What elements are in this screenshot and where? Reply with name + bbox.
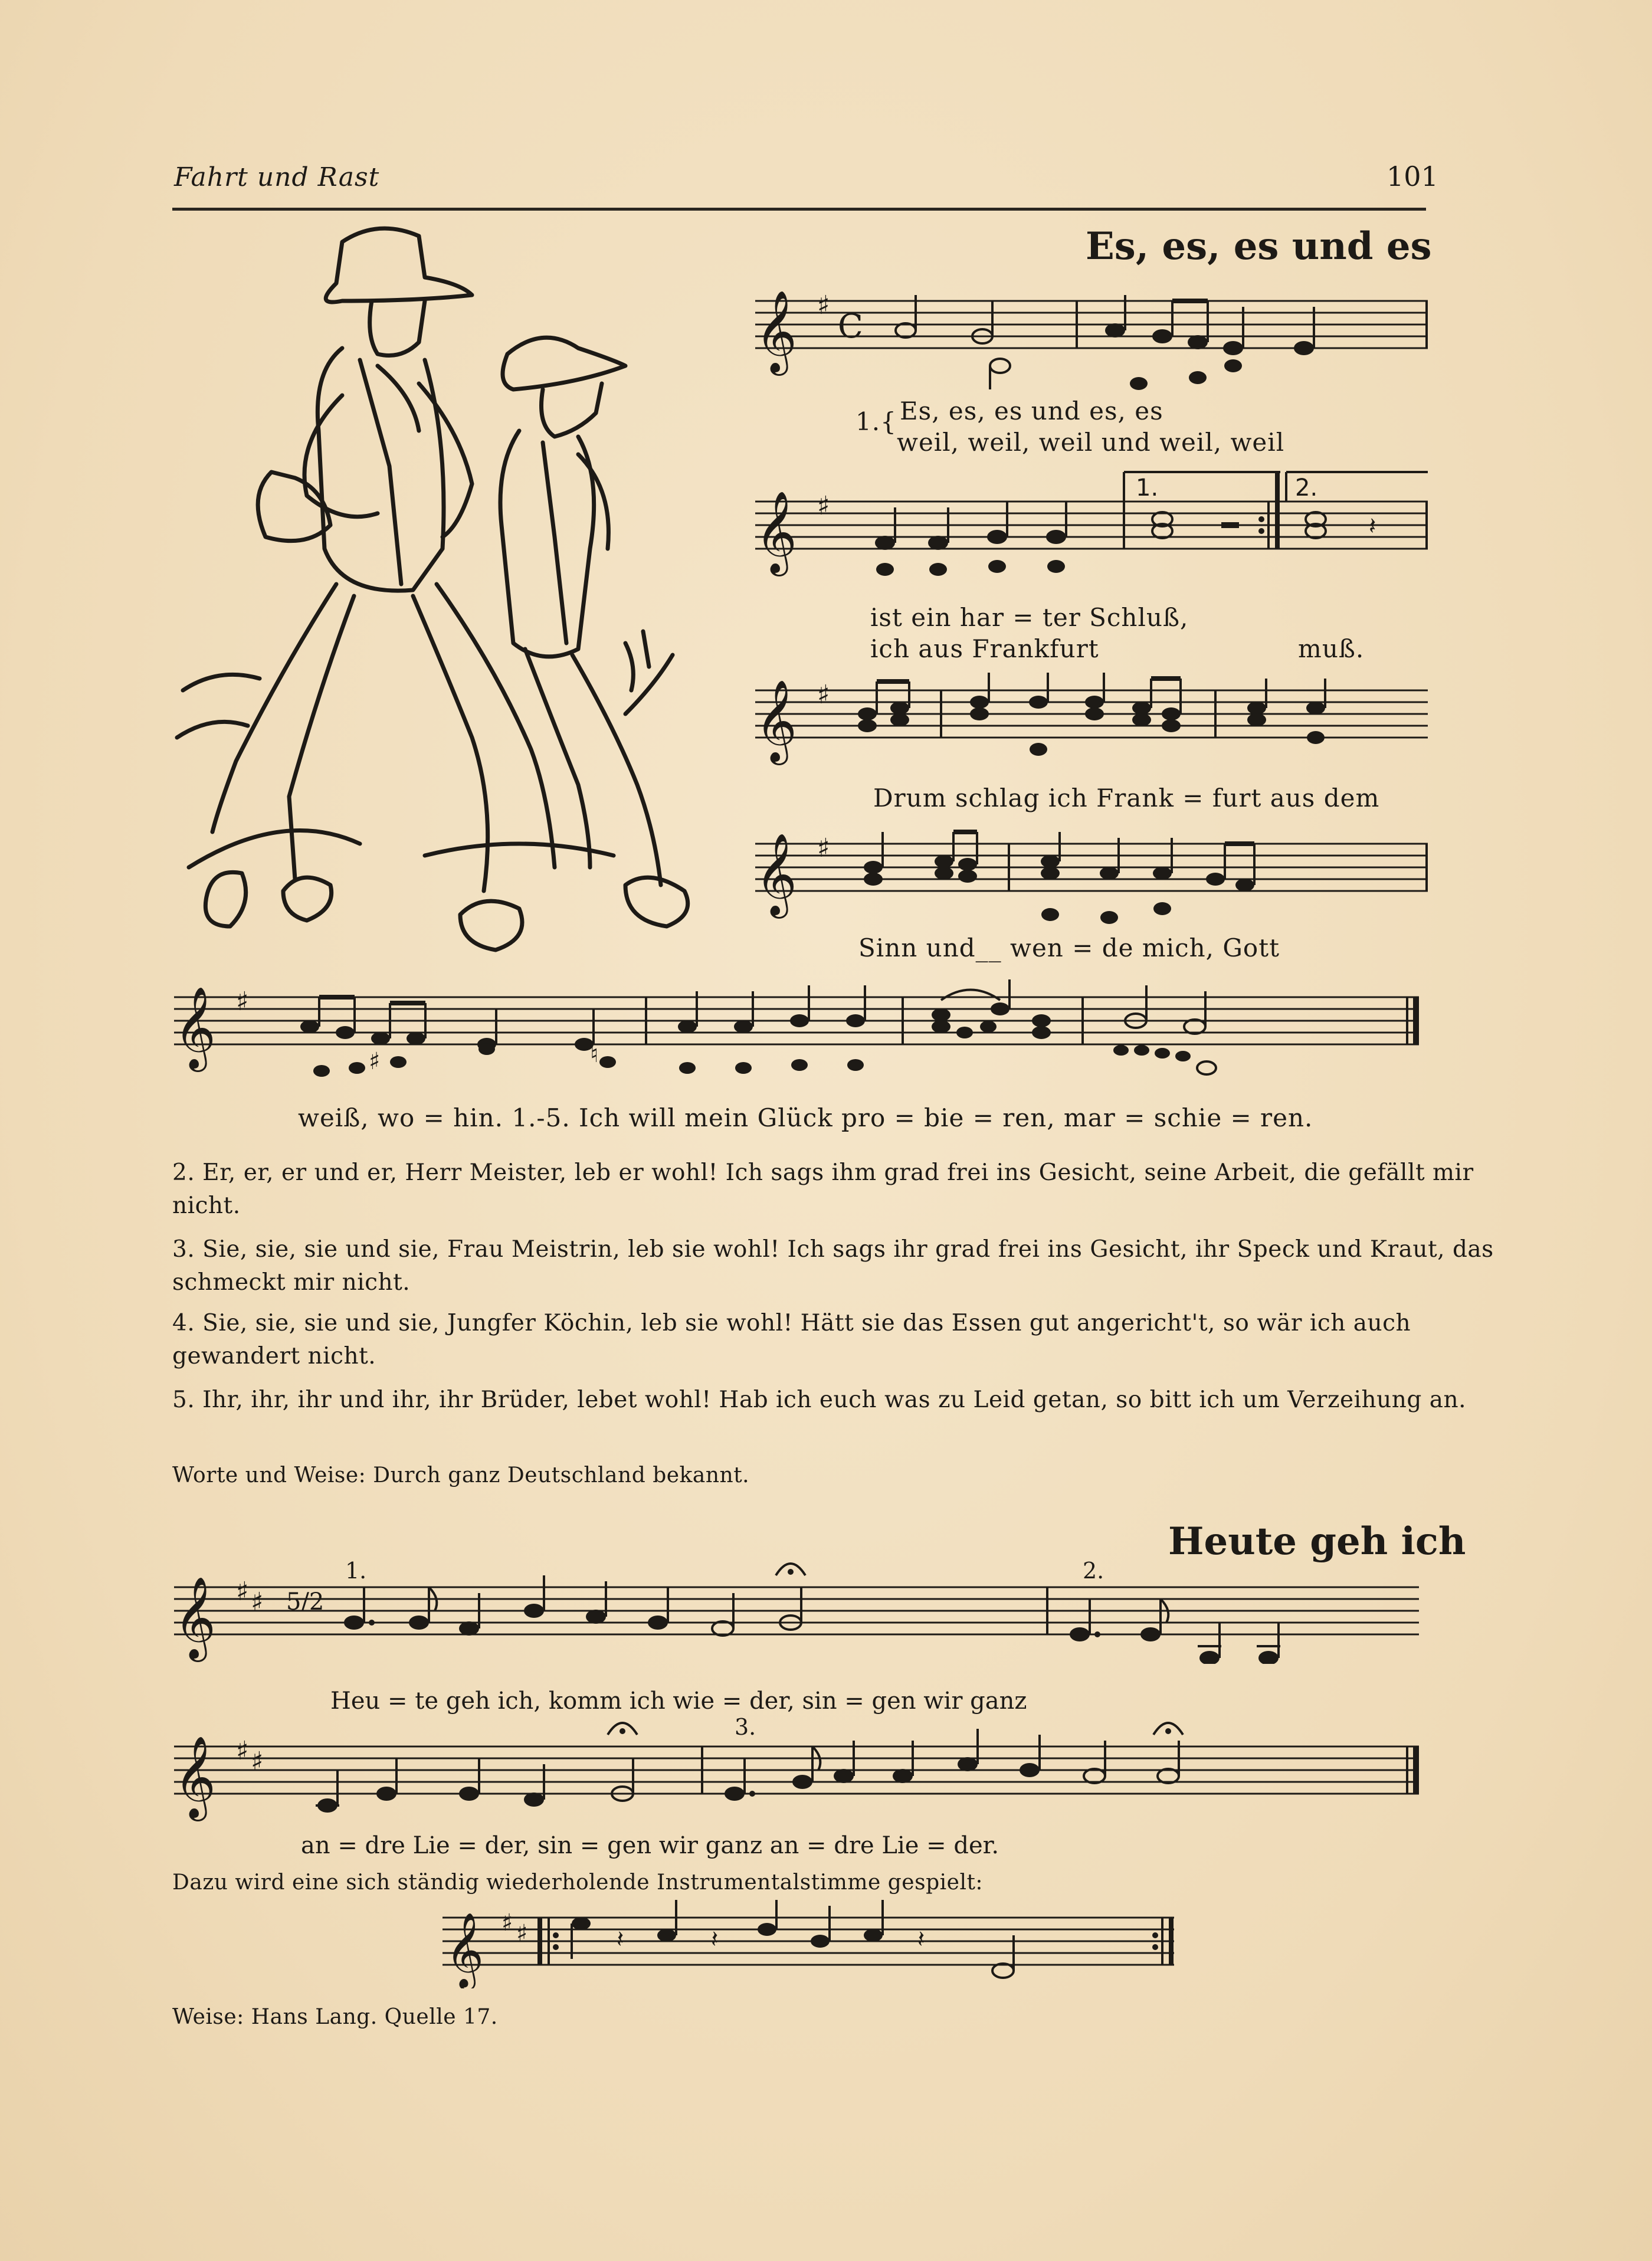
svg-text:♮: ♮ bbox=[590, 1041, 599, 1068]
svg-text:♯: ♯ bbox=[251, 1746, 264, 1777]
svg-text:♯: ♯ bbox=[236, 1577, 249, 1607]
song2-credit: Weise: Hans Lang. Quelle 17. bbox=[172, 2005, 498, 2029]
treble-clef-icon: 𝄞 bbox=[755, 491, 797, 573]
song1-lyric-line3: Drum schlag ich Frank = furt aus dem bbox=[873, 784, 1380, 812]
treble-clef-icon: 𝄞 bbox=[755, 680, 797, 762]
svg-text:♯: ♯ bbox=[817, 833, 830, 863]
song1-credit: Worte und Weise: Durch ganz Deutschland bekannt. bbox=[172, 1463, 750, 1487]
page-number: 101 bbox=[1386, 160, 1438, 192]
song2-staff-1 bbox=[168, 1552, 1425, 1664]
svg-text:♯: ♯ bbox=[251, 1587, 264, 1617]
song2-lyric-line1: Heu = te geh ich, komm ich wie = der, sin = gen wir ganz bbox=[330, 1687, 1027, 1715]
part-number-1: 1. bbox=[345, 1558, 367, 1584]
treble-clef-icon: 𝄞 bbox=[755, 833, 797, 915]
song1-lyric-line4: Sinn und__ wen = de mich, Gott bbox=[858, 933, 1280, 962]
song1-verse-5: 5. Ihr, ihr, ihr und ihr, ihr Brüder, lebet wohl! Hab ich euch was zu Leid getan, so bitt ich um Verzeihung an. bbox=[172, 1387, 1467, 1413]
svg-text:♯: ♯ bbox=[369, 1048, 381, 1075]
svg-text:♯: ♯ bbox=[817, 290, 830, 320]
song1-lyric-line2a: ist ein har = ter Schluß, bbox=[870, 603, 1189, 632]
treble-clef-icon: 𝄞 bbox=[445, 1912, 484, 1987]
song1-verse-2: 2. Er, er, er und er, Herr Meister, leb er wohl! Ich sags ihm grad frei ins Gesicht, seine Arbeit, die gefällt mir nicht. bbox=[172, 1159, 1474, 1219]
header-rule bbox=[172, 208, 1426, 211]
song1-lyric-line2c: muß. bbox=[1298, 634, 1365, 663]
song1-staff-4 bbox=[749, 820, 1434, 926]
song1-verse-4: 4. Sie, sie, sie und sie, Jungfer Köchin, leb sie wohl! Hätt sie das Essen gut angericht't, so wär ich auch gewandert nicht. bbox=[172, 1310, 1411, 1369]
svg-text:C: C bbox=[838, 307, 863, 346]
svg-text:♯: ♯ bbox=[502, 1909, 513, 1936]
treble-clef-icon: 𝄞 bbox=[174, 1736, 216, 1818]
svg-text:𝄽: 𝄽 bbox=[917, 1926, 925, 1953]
song2-staff-2 bbox=[168, 1717, 1425, 1829]
song2-instrument-note: Dazu wird eine sich ständig wiederholende Instrumentalstimme gespielt: bbox=[172, 1870, 984, 1895]
wanderers-illustration bbox=[165, 218, 720, 968]
song1-staff-3 bbox=[749, 673, 1434, 779]
song1-verse-3: 3. Sie, sie, sie und sie, Frau Meistrin, leb sie wohl! Ich sags ihr grad frei ins Gesicht, ihr Speck und Kraut, das schmeckt mir nicht. bbox=[172, 1236, 1494, 1296]
song2-lyric-line2: an = dre Lie = der, sin = gen wir ganz an = dre Lie = der. bbox=[301, 1832, 999, 1859]
svg-text:♯: ♯ bbox=[236, 987, 249, 1017]
running-header: Fahrt und Rast bbox=[174, 162, 380, 192]
song1-lyric-line1a: Es, es, es und es, es bbox=[900, 397, 1163, 425]
song1-staff-5 bbox=[168, 974, 1425, 1092]
volta-first: 1. bbox=[1136, 474, 1159, 502]
song1-staff-1 bbox=[749, 289, 1434, 395]
song1-lyric-line2b: ich aus Frankfurt bbox=[870, 634, 1099, 663]
time-signature: 5/2 bbox=[286, 1588, 324, 1616]
svg-text:𝄽: 𝄽 bbox=[617, 1926, 624, 1953]
svg-text:♯: ♯ bbox=[817, 491, 830, 521]
volta-second: 2. bbox=[1295, 474, 1318, 502]
part-number-3: 3. bbox=[735, 1717, 756, 1740]
treble-clef-icon: 𝄞 bbox=[174, 1577, 216, 1659]
song2-title: Heute geh ich bbox=[1168, 1519, 1466, 1564]
svg-text:♯: ♯ bbox=[236, 1736, 249, 1766]
part-number-2: 2. bbox=[1083, 1558, 1104, 1584]
instrument-staff bbox=[437, 1900, 1180, 1988]
song1-staff-2 bbox=[749, 460, 1434, 596]
svg-text:♯: ♯ bbox=[817, 680, 830, 710]
song1-title: Es, es, es und es bbox=[1086, 224, 1432, 268]
svg-text:𝄽: 𝄽 bbox=[1369, 513, 1376, 540]
svg-text:♯: ♯ bbox=[516, 1920, 528, 1947]
song1-lyric-line1b: weil, weil, weil und weil, weil bbox=[897, 428, 1285, 457]
treble-clef-icon: 𝄞 bbox=[174, 987, 216, 1069]
song1-lyric-line5: weiß, wo = hin. 1.-5. Ich will mein Glück pro = bie = ren, mar = schie = ren. bbox=[298, 1103, 1313, 1132]
svg-text:𝄽: 𝄽 bbox=[711, 1926, 719, 1953]
song1-lyric-number: 1.{ bbox=[856, 407, 897, 436]
treble-clef-icon: 𝄞 bbox=[755, 290, 797, 372]
